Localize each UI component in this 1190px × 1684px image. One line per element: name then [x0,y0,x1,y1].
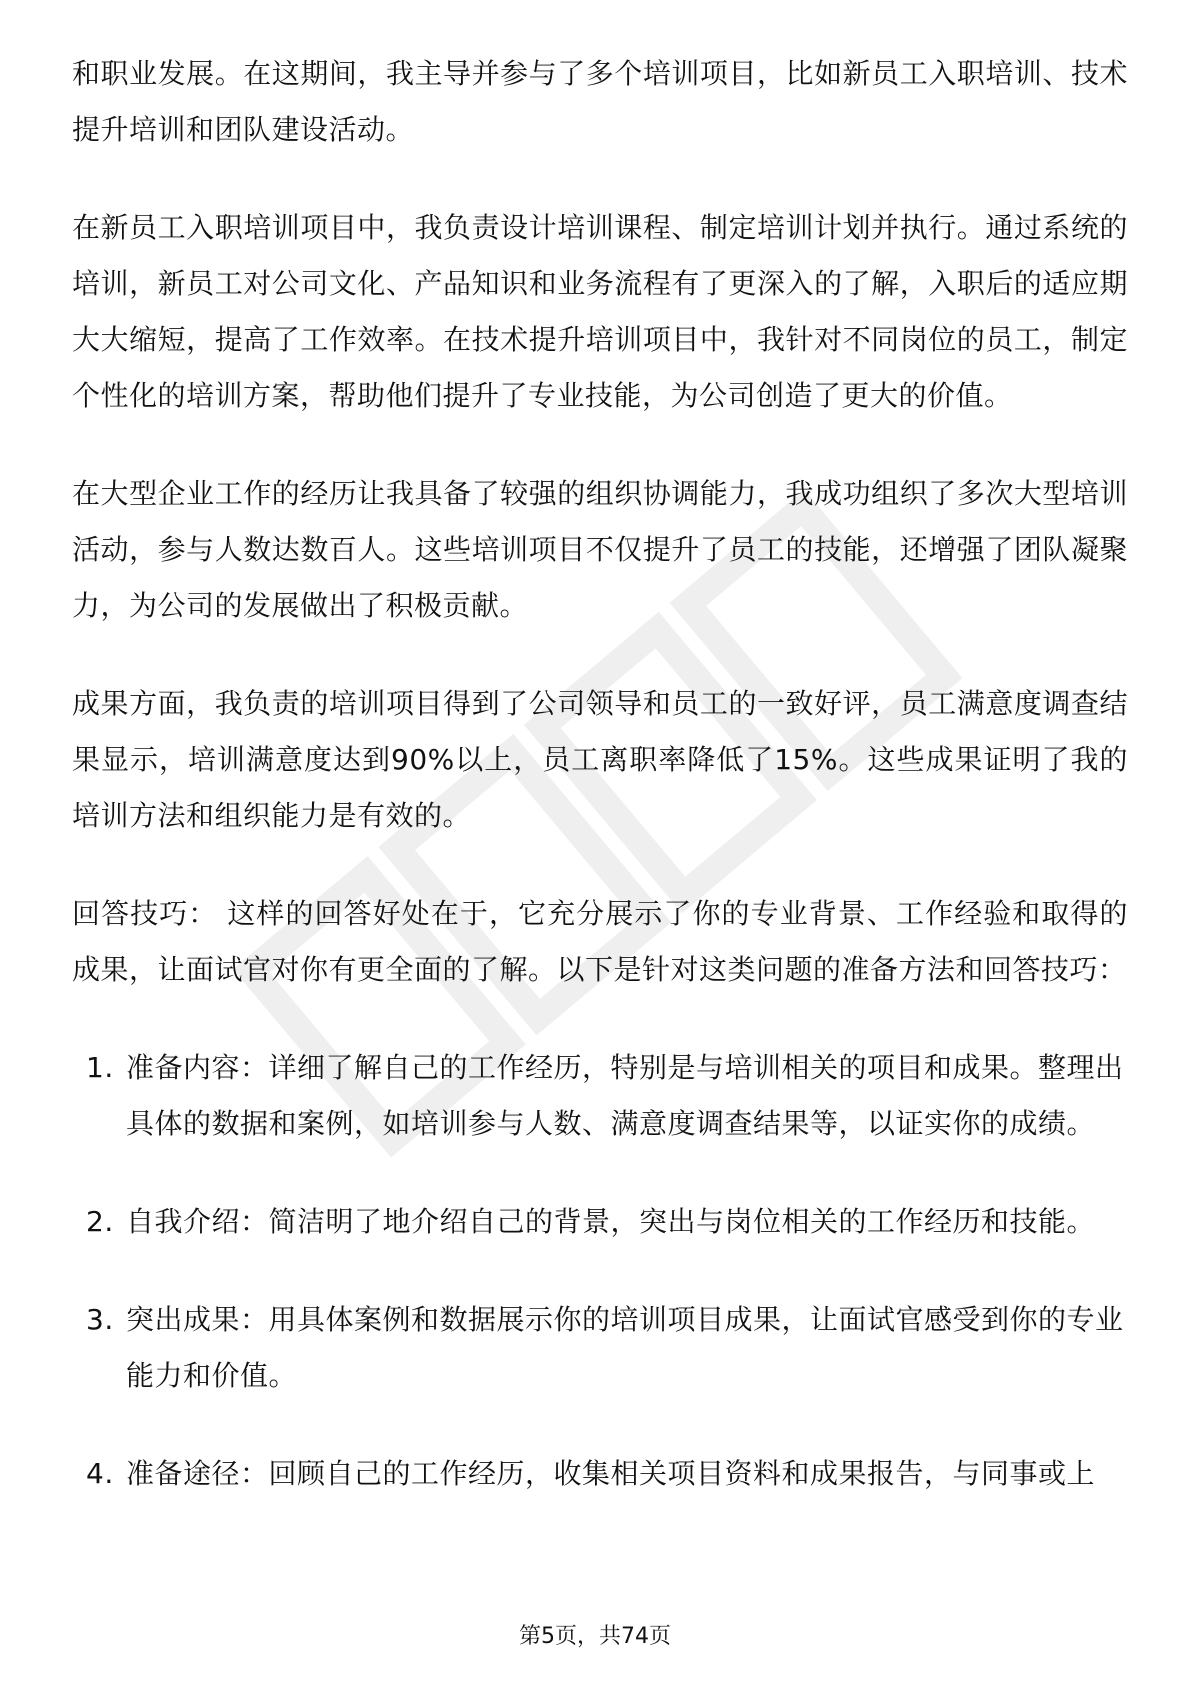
list-item-text: 准备途径：回顾自己的工作经历，收集相关项目资料和成果报告，与同事或上 [126,1457,1096,1490]
paragraph: 在新员工入职培训项目中，我负责设计培训课程、制定培训计划并执行。通过系统的培训，新员工对公司文化、产品知识和业务流程有了更深入的了解，入职后的适应期大大缩短，提高了工作效率。在技术提升培训项目中，我针对不同岗位的员工，制定个性化的培训方案，帮助他们提升了专业技能，为公司创造了更大的价值。 [72,211,1128,412]
answer-tips-intro: 回答技巧： 这样的回答好处在于，它充分展示了你的专业背景、工作经验和取得的成果，让面试官对你有更全面的了解。以下是针对这类问题的准备方法和回答技巧： [72,897,1128,986]
tips-list [72,1040,1128,1502]
list-item-text: 准备内容：详细了解自己的工作经历，特别是与培训相关的项目和成果。整理出具体的数据和案例，如培训参与人数、满意度调查结果等，以证实你的成绩。 [126,1051,1124,1140]
list-item-number: 3. [86,1303,114,1336]
paragraph: 在大型企业工作的经历让我具备了较强的组织协调能力，我成功组织了多次大型培训活动，参与人数达数百人。这些培训项目不仅提升了员工的技能，还增强了团队凝聚力，为公司的发展做出了积极贡献。 [72,477,1128,622]
list-item-text: 自我介绍：简洁明了地介绍自己的背景，突出与岗位相关的工作经历和技能。 [126,1205,1096,1238]
list-item [72,1040,1128,1152]
document-body [72,46,1128,1544]
list-item-number: 4. [86,1457,114,1490]
paragraph: 和职业发展。在这期间，我主导并参与了多个培训项目，比如新员工入职培训、技术提升培训和团队建设活动。 [72,57,1128,146]
list-item-number: 1. [86,1051,114,1084]
paragraph: 成果方面，我负责的培训项目得到了公司领导和员工的一致好评，员工满意度调查结果显示，培训满意度达到90%以上，员工离职率降低了15%。这些成果证明了我的培训方法和组织能力是有效的。 [72,687,1128,832]
page-number-footer: 第5页，共74页 [519,1624,671,1649]
list-item [72,1446,1128,1502]
list-item-text: 突出成果：用具体案例和数据展示你的培训项目成果，让面试官感受到你的专业能力和价值。 [126,1303,1124,1392]
list-item-number: 2. [86,1205,114,1238]
list-item [72,1194,1128,1250]
list-item [72,1292,1128,1404]
